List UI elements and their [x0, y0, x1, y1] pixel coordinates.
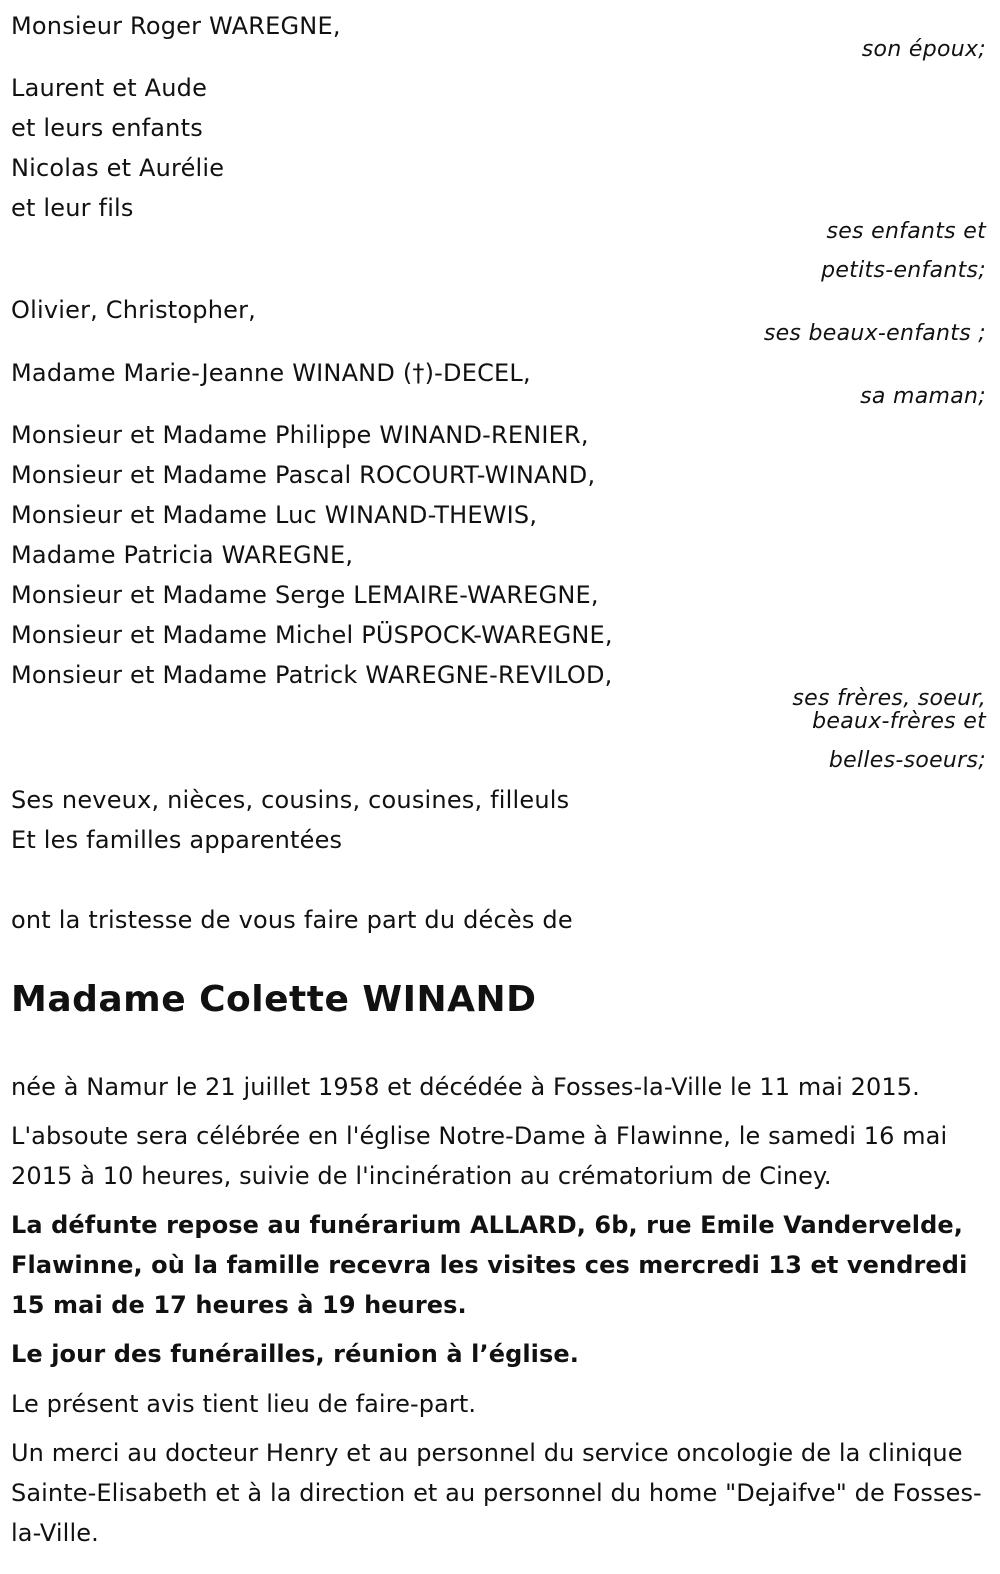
extended-family-line: Et les familles apparentées [11, 826, 343, 854]
children-line: Nicolas et Aurélie [11, 154, 225, 182]
ceremony-info: L'absoute sera célébrée en l'église Notre-Dame à Flawinne, le samedi 16 mai 2015 à 10 heures, suivie de l'incinération au crématorium de Ciney. [11, 1122, 948, 1190]
sibling-line: Monsieur et Madame Luc WINAND-THEWIS, [11, 501, 538, 529]
birth-death-info: née à Namur le 21 juillet 1958 et décédée à Fosses-la-Ville le 11 mai 2015. [11, 1073, 920, 1101]
extended-family-line: Ses neveux, nièces, cousins, cousines, filleuls [11, 786, 570, 814]
thanks-text: Un merci au docteur Henry et au personnel du service oncologie de la clinique Sainte-Elisabeth et à la direction et au personnel du home "Dejaifve" de Fosses-la-Ville. [11, 1439, 982, 1547]
children-line: Laurent et Aude [11, 74, 208, 102]
spouse-name: Monsieur Roger WAREGNE, [11, 12, 341, 40]
mother-name: Madame Marie-Jeanne WINAND (†)-DECEL, [11, 359, 531, 387]
sibling-line: Monsieur et Madame Pascal ROCOURT-WINAND, [11, 461, 596, 489]
siblings-relation: ses frères, soeur, [792, 686, 986, 711]
announcement-text: ont la tristesse de vous faire part du décès de [11, 906, 573, 934]
sibling-line: Monsieur et Madame Philippe WINAND-RENIER, [11, 421, 589, 449]
siblings-relation: belles-soeurs; [828, 748, 986, 773]
sibling-line: Monsieur et Madame Patrick WAREGNE-REVILOD, [11, 661, 613, 689]
sibling-line: Monsieur et Madame Serge LEMAIRE-WAREGNE, [11, 581, 599, 609]
children-relation: ses enfants et [826, 219, 986, 244]
sibling-line: Monsieur et Madame Michel PÜSPOCK-WAREGNE, [11, 621, 613, 649]
siblings-relation: beaux-frères et [812, 709, 986, 734]
sibling-line: Madame Patricia WAREGNE, [11, 541, 354, 569]
children-relation: petits-enfants; [821, 258, 986, 283]
deceased-name: Madame Colette WINAND [11, 979, 537, 1020]
stepchildren-relation: ses beaux-enfants ; [763, 321, 986, 346]
children-line: et leur fils [11, 194, 134, 222]
spouse-relation: son époux; [861, 37, 986, 62]
notice-text: Le présent avis tient lieu de faire-part. [11, 1390, 477, 1418]
meeting-info: Le jour des funérailles, réunion à l’église. [11, 1340, 579, 1368]
visitation-info: La défunte repose au funérarium ALLARD, 6b, rue Emile Vandervelde, Flawinne, où la famille recevra les visites ces mercredi 13 et vendredi 15 mai de 17 heures à 19 heures. [11, 1211, 968, 1319]
children-line: et leurs enfants [11, 114, 203, 142]
stepchildren-names: Olivier, Christopher, [11, 296, 256, 324]
mother-relation: sa maman; [860, 384, 986, 409]
